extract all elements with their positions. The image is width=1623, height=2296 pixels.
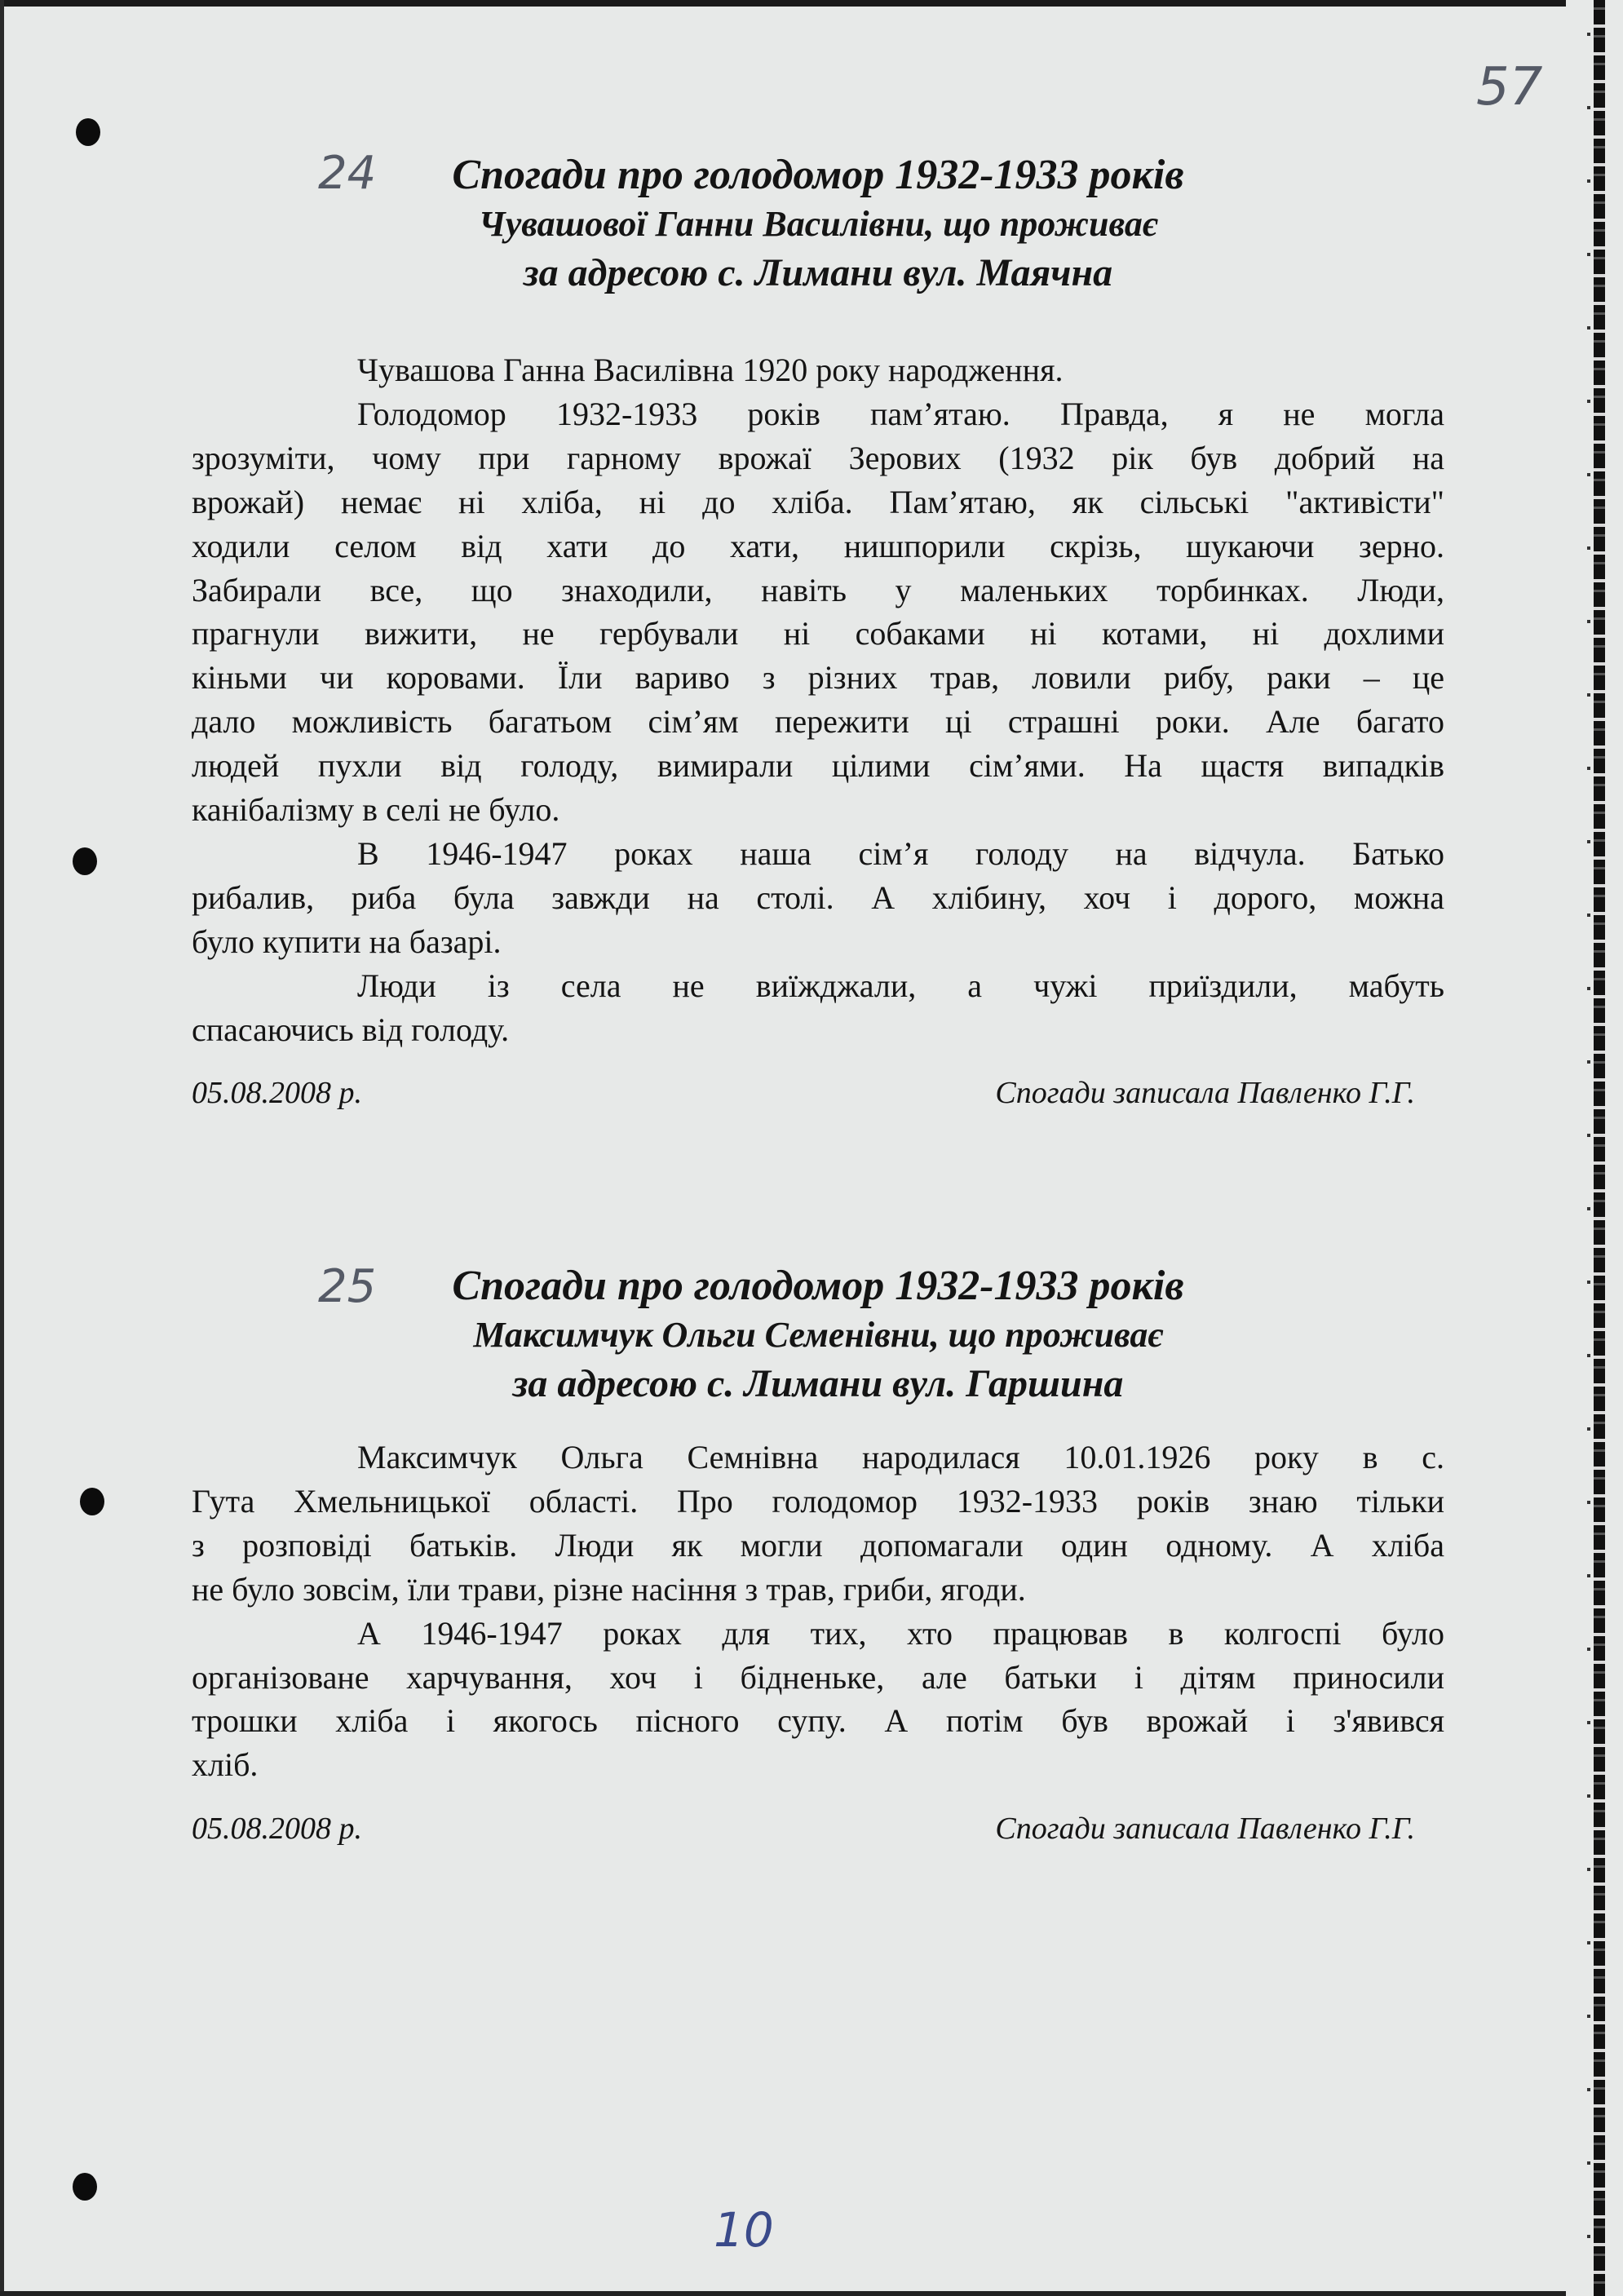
paragraph xyxy=(192,392,1444,832)
text-line: людей пухли від голоду, вимирали цілими сім’ями. На щастя випадків xyxy=(192,747,1444,785)
text-line: Забирали все, що знаходили, навіть у маленьких торбинках. Люди, xyxy=(192,571,1444,608)
paragraph xyxy=(192,1436,1444,1612)
heading-line: Спогади про голодомор 1932-1933 років xyxy=(452,152,1184,198)
record-date: 05.08.2008 р. xyxy=(192,1076,362,1110)
text-line: Люди із села не виїжджали, а чужі приїздили, мабуть xyxy=(357,967,1444,1004)
recorded-by: Спогади записала Павленко Г.Г. xyxy=(995,1076,1415,1110)
paragraph xyxy=(192,1612,1444,1788)
section-heading xyxy=(192,151,1444,298)
heading-line: Максимчук Ольги Семенівни, що проживає xyxy=(473,1315,1163,1355)
signature-line xyxy=(192,1075,1415,1111)
text-line: не було зовсім, їли трави, різне насіння з трав, гриби, ягоди. xyxy=(192,1570,1026,1608)
text-line: трошки хліба і якогось пісного супу. А потім був врожай і з'явився xyxy=(192,1702,1444,1740)
section-body xyxy=(192,1436,1444,1787)
handwritten-page-number: 10 xyxy=(714,2202,774,2258)
heading-line: Чувашової Ганни Василівни, що проживає xyxy=(478,204,1158,244)
text-line: зрозуміти, чому при гарному врожаї Зерових (1932 рік був добрий на xyxy=(192,439,1444,476)
record-date: 05.08.2008 р. xyxy=(192,1812,362,1846)
paragraph xyxy=(192,348,1444,392)
handwritten-entry-number: 24 xyxy=(318,147,377,200)
text-line: Максимчук Ольга Семнівна народилася 10.01.1926 року в с. xyxy=(357,1439,1444,1475)
text-line: В 1946-1947 роках наша сім’я голоду на відчула. Батько xyxy=(357,834,1444,872)
text-line: дало можливість багатьом сім’ям пережити ці страшні роки. Але багато xyxy=(192,703,1444,741)
punch-hole xyxy=(73,847,97,875)
text-line: було купити на базарі. xyxy=(192,922,502,960)
handwritten-entry-number: 25 xyxy=(318,1260,377,1313)
text-line: канібалізму в селі не було. xyxy=(192,791,560,829)
punch-hole xyxy=(76,118,100,146)
punch-hole xyxy=(73,2173,97,2201)
heading-line: за адресою с. Лимани вул. Гаршина xyxy=(512,1362,1124,1405)
text-line: Гута Хмельницької області. Про голодомор 1932-1933 років знаю тільки xyxy=(192,1482,1444,1520)
scan-edge-top xyxy=(0,0,1623,7)
text-line: Голодомор 1932-1933 років пам’ятаю. Правда, я не могла xyxy=(357,395,1444,432)
section-body xyxy=(192,348,1444,1052)
recorded-by: Спогади записала Павленко Г.Г. xyxy=(995,1812,1415,1846)
signature-line xyxy=(192,1811,1415,1847)
scan-edge-bottom xyxy=(0,2291,1623,2296)
text-line: А 1946-1947 роках для тих, хто працював в колгоспі було xyxy=(357,1614,1444,1652)
text-line: хліб. xyxy=(192,1746,259,1784)
paragraph xyxy=(192,964,1444,1052)
handwritten-sheet-number: 57 xyxy=(1476,57,1543,117)
text-line: рибалив, риба була завжди на столі. А хлібину, хоч і дорого, можна xyxy=(192,878,1444,916)
heading-line: за адресою с. Лимани вул. Маячна xyxy=(523,251,1113,294)
text-line: організоване харчування, хоч і бідненьке, але батьки і дітям приносили xyxy=(192,1658,1444,1696)
scan-edge-right xyxy=(1566,0,1623,2296)
text-line: з розповіді батьків. Люди як могли допомагали один одному. А хліба xyxy=(192,1526,1444,1564)
text-line: прагнули вижити, не гербували ні собаками ні котами, ні дохлими xyxy=(192,615,1444,653)
section-heading xyxy=(192,1262,1444,1409)
text-line: Чувашова Ганна Василівна 1920 року народження. xyxy=(357,352,1064,388)
text-line: кіньми чи коровами. Їли вариво з різних трав, ловили рибу, раки – це xyxy=(192,659,1444,697)
paragraph xyxy=(192,832,1444,964)
punch-hole xyxy=(80,1488,104,1515)
text-line: врожай) немає ні хліба, ні до хліба. Пам’ятаю, як сільські "активісти" xyxy=(192,483,1444,520)
scan-edge-left xyxy=(0,0,4,2296)
heading-line: Спогади про голодомор 1932-1933 років xyxy=(452,1263,1184,1309)
text-line: ходили селом від хати до хати, нишпорили скрізь, шукаючи зерно. xyxy=(192,527,1444,564)
text-line: спасаючись від голоду. xyxy=(192,1011,510,1048)
